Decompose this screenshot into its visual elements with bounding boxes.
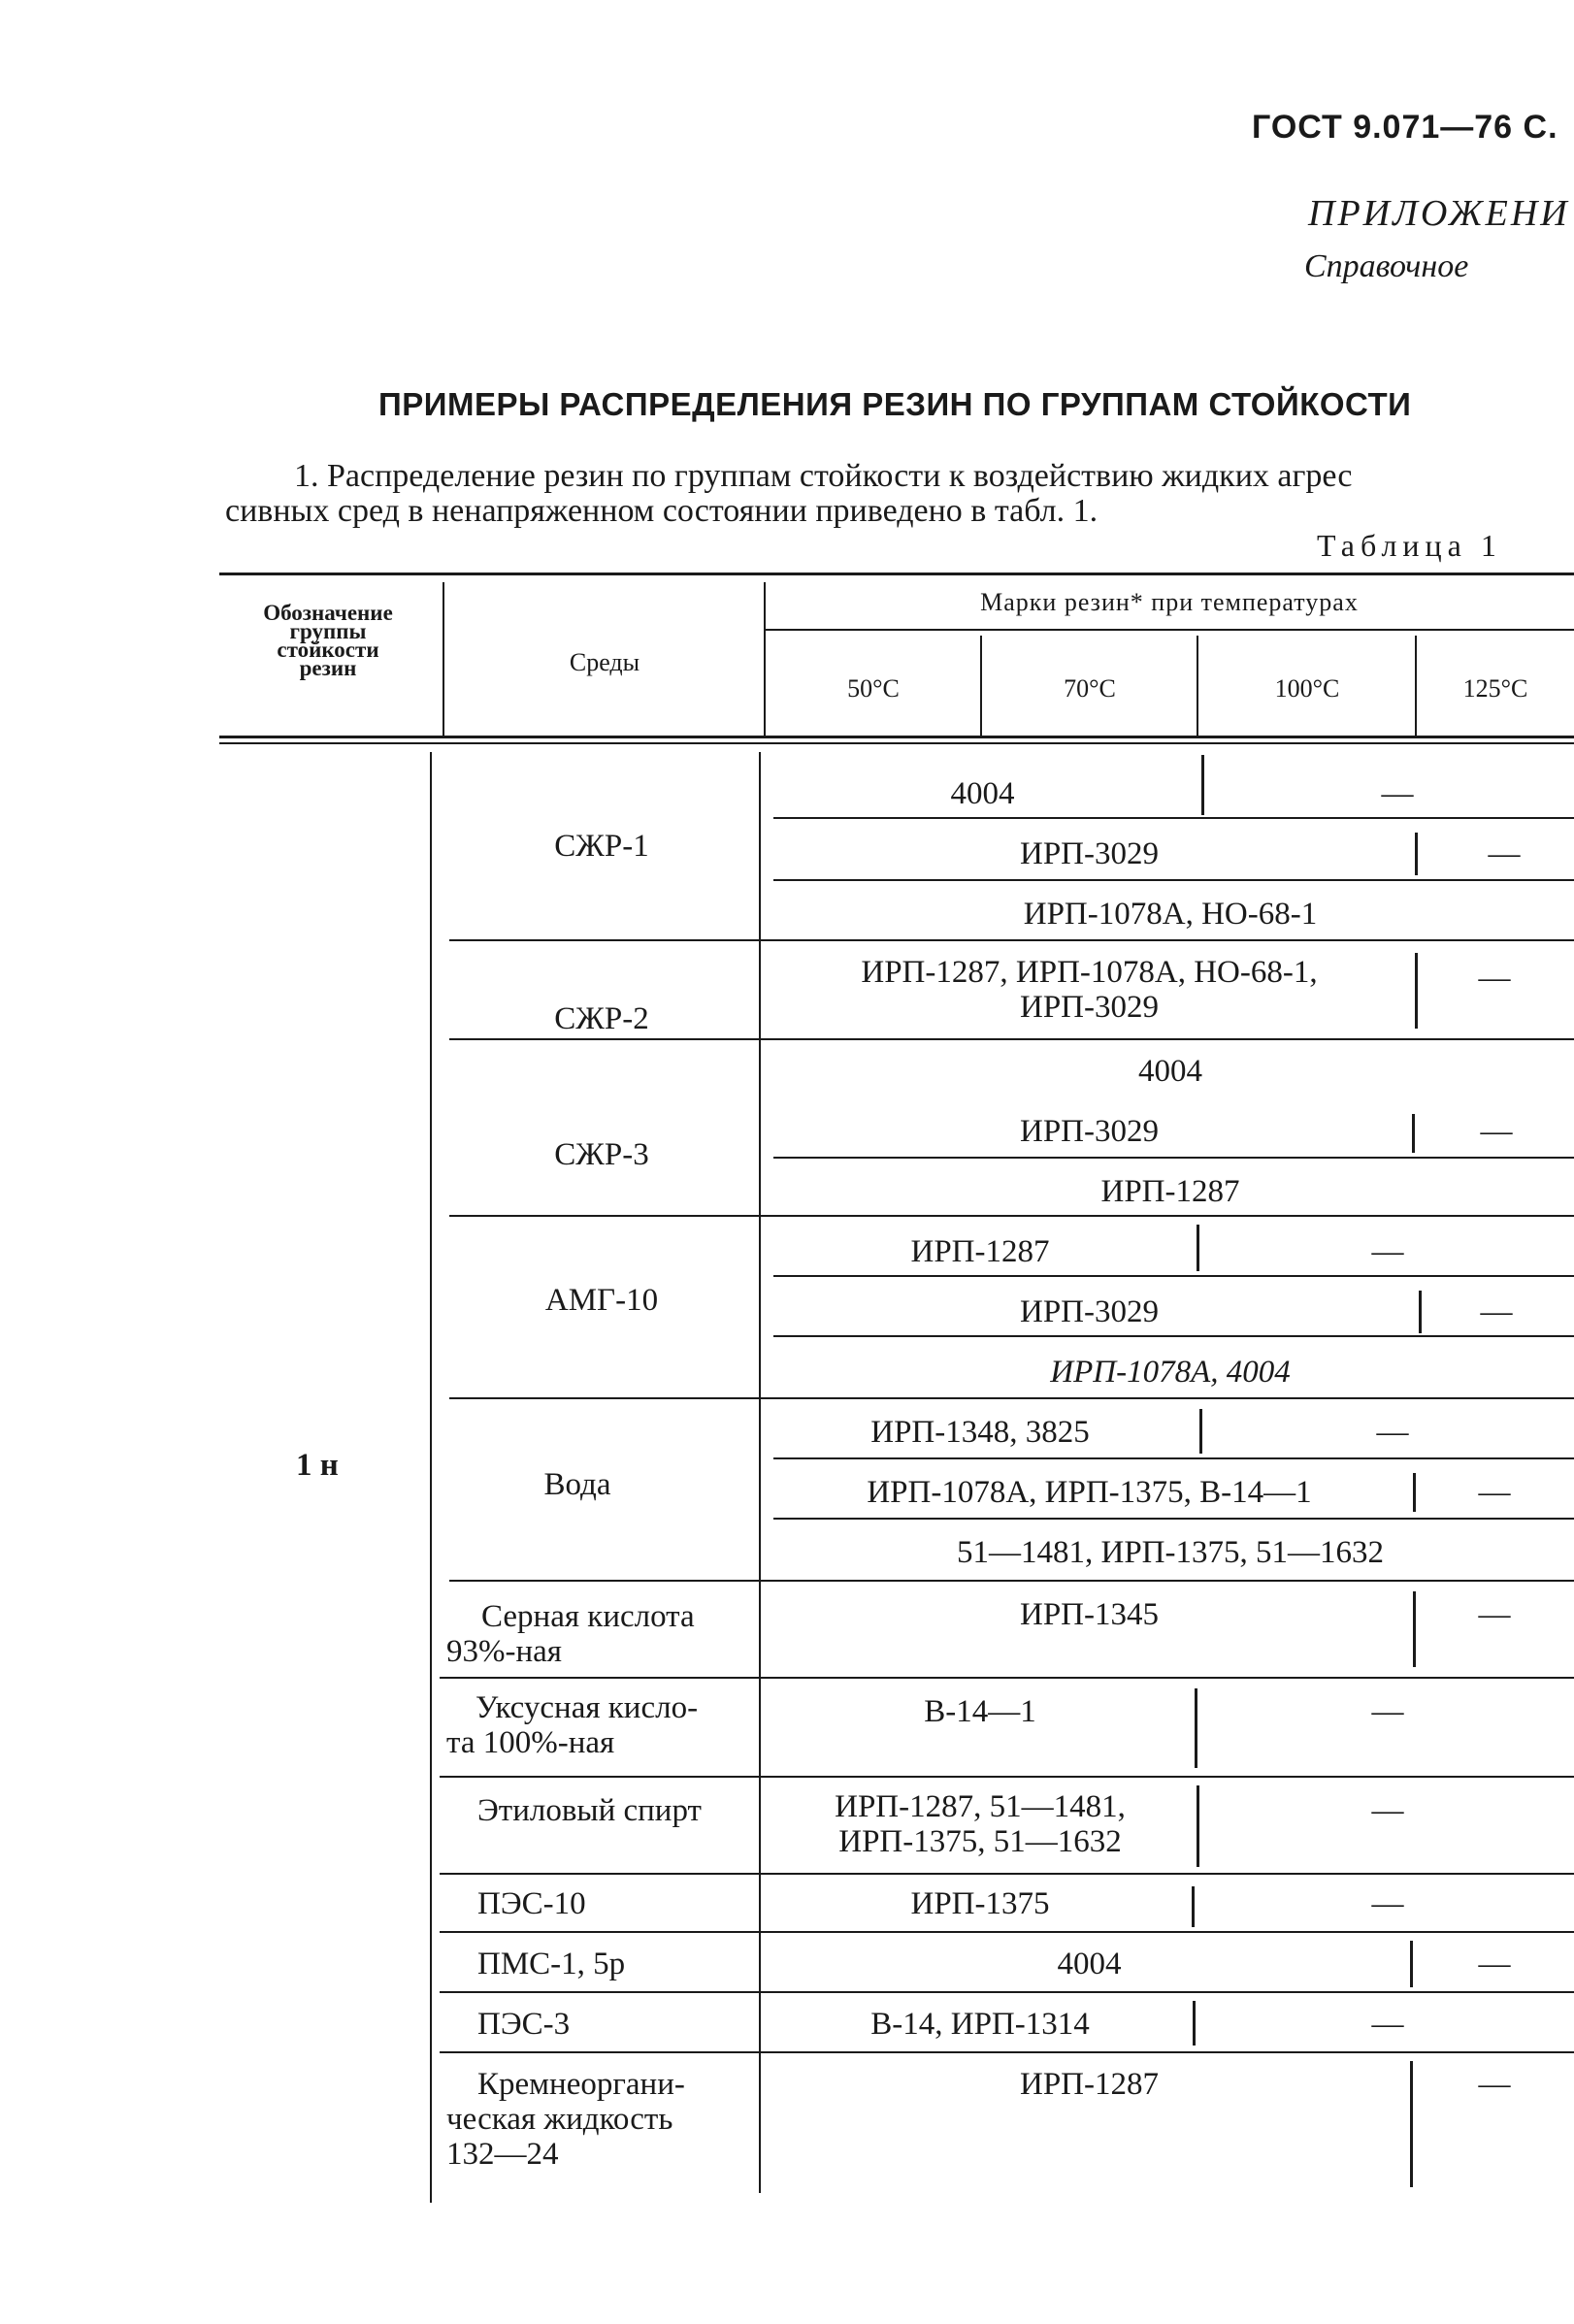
sep-acetic xyxy=(440,1776,1574,1778)
dash: — xyxy=(1478,1947,1511,1981)
value-row: 4004 xyxy=(950,776,1015,811)
value-divider xyxy=(1415,833,1418,875)
header-rule-1 xyxy=(219,736,1574,738)
dash: — xyxy=(1480,1294,1513,1329)
temp-125: 125°C xyxy=(1462,674,1528,703)
dash: — xyxy=(1480,1114,1513,1149)
dash: — xyxy=(1488,836,1521,871)
value-row: ИРП-3029 xyxy=(1019,1294,1159,1329)
value-row: ИРП-1287, 51—1481, ИРП-1375, 51—1632 xyxy=(835,1789,1126,1859)
sub-sep xyxy=(773,817,1574,819)
sub-sep xyxy=(773,1518,1574,1520)
sep-voda xyxy=(449,1580,1574,1582)
value-row: ИРП-1287, ИРП-1078А, НО-68-1, ИРП-3029 xyxy=(861,955,1318,1025)
media-voda: Вода xyxy=(543,1467,611,1502)
value-row: 4004 xyxy=(1138,1054,1202,1089)
body-vline-media xyxy=(759,752,761,2193)
sub-sep xyxy=(773,1335,1574,1337)
reference-label: Справочное xyxy=(1304,248,1469,284)
temp-70: 70°C xyxy=(1064,674,1116,703)
value-row: ИРП-1345 xyxy=(1019,1597,1159,1632)
value-divider xyxy=(1199,1409,1202,1454)
value-row: ИРП-1078А, ИРП-1375, В-14—1 xyxy=(867,1475,1312,1510)
header-rule-2 xyxy=(219,742,1574,744)
temp-100: 100°C xyxy=(1274,674,1340,703)
sub-sep xyxy=(773,1157,1574,1159)
sep-pes3 xyxy=(440,2051,1574,2053)
dash: — xyxy=(1478,1475,1511,1510)
dash: — xyxy=(1371,1694,1404,1729)
marks-subheader-rule xyxy=(764,629,1574,631)
dash: — xyxy=(1376,1415,1409,1450)
dash: — xyxy=(1478,961,1511,996)
value-row: ИРП-1348, 3825 xyxy=(870,1415,1090,1450)
group-value: 1 н xyxy=(296,1448,339,1483)
value-divider xyxy=(1413,1591,1416,1667)
value-divider xyxy=(1413,1473,1416,1512)
sep-pms xyxy=(440,1991,1574,1993)
value-divider xyxy=(1415,953,1418,1029)
dash: — xyxy=(1381,776,1414,811)
media-ethanol: Этиловый спирт xyxy=(477,1793,702,1828)
sep-szhr1 xyxy=(449,939,1574,941)
sep-sulfuric xyxy=(440,1677,1574,1679)
value-row: В-14, ИРП-1314 xyxy=(870,2007,1090,2042)
media-szhr1: СЖР-1 xyxy=(554,829,649,864)
value-divider xyxy=(1419,1291,1422,1333)
value-row: ИРП-1287 xyxy=(1100,1174,1240,1209)
dash: — xyxy=(1371,1234,1404,1269)
value-divider xyxy=(1412,1114,1415,1153)
temp-50: 50°C xyxy=(847,674,900,703)
sep-amg10 xyxy=(449,1397,1574,1399)
value-row: ИРП-1375 xyxy=(910,1886,1050,1921)
value-divider xyxy=(1195,1688,1197,1768)
media-column-header: Среды xyxy=(569,648,640,676)
dash: — xyxy=(1371,2007,1404,2042)
media-pes3: ПЭС-3 xyxy=(477,2007,571,2042)
dash: — xyxy=(1478,1597,1511,1632)
media-szhr3: СЖР-3 xyxy=(554,1137,649,1172)
table-caption: Таблица 1 xyxy=(1317,528,1502,563)
document-title: ПРИМЕРЫ РАСПРЕДЕЛЕНИЯ РЕЗИН ПО ГРУППАМ СТОЙКОСТИ xyxy=(378,386,1412,422)
marks-column-header: Марки резин* при температурах xyxy=(980,588,1359,616)
value-row: 4004 xyxy=(1057,1947,1122,1981)
sub-sep xyxy=(773,879,1574,881)
media-pes10: ПЭС-10 xyxy=(477,1886,586,1921)
dash: — xyxy=(1371,1793,1404,1828)
table-top-rule xyxy=(219,573,1574,575)
value-row: ИРП-3029 xyxy=(1019,836,1159,871)
standard-number: ГОСТ 9.071—76 С. xyxy=(1252,109,1558,146)
value-row: ИРП-1078А, 4004 xyxy=(1050,1355,1291,1390)
sub-sep xyxy=(773,1457,1574,1459)
paragraph-line-2: сивных сред в ненапряженном состоянии приведено в табл. 1. xyxy=(225,493,1099,529)
value-divider xyxy=(1197,1225,1199,1271)
media-amg10: АМГ-10 xyxy=(544,1283,659,1318)
value-row: 51—1481, ИРП-1375, 51—1632 xyxy=(956,1535,1384,1570)
media-szhr2: СЖР-2 xyxy=(554,1001,649,1036)
group-column-header: Обозначение группы стойкости резин xyxy=(263,601,393,680)
media-acetic: Уксусная кисло- та 100%-ная xyxy=(446,1690,699,1760)
media-sulfuric: Серная кислота 93%-ная xyxy=(446,1599,695,1669)
dash: — xyxy=(1478,2067,1511,2102)
sep-pes10 xyxy=(440,1931,1574,1933)
value-divider xyxy=(1201,755,1204,815)
value-divider xyxy=(1197,1785,1199,1867)
appendix-label: ПРИЛОЖЕНИ xyxy=(1308,193,1570,234)
sep-ethanol xyxy=(440,1873,1574,1875)
value-row: ИРП-1287 xyxy=(1019,2067,1159,2102)
media-silicone: Кремнеоргани- ческая жидкость 132—24 xyxy=(446,2067,685,2172)
paragraph-line-1: 1. Распределение резин по группам стойкости к воздействию жидких агрес xyxy=(294,458,1353,494)
sub-sep xyxy=(773,1038,1574,1040)
value-row: В-14—1 xyxy=(924,1694,1036,1729)
sub-sep xyxy=(773,1275,1574,1277)
value-row: ИРП-1287 xyxy=(910,1234,1050,1269)
value-row: ИРП-1078А, НО-68-1 xyxy=(1023,897,1318,932)
media-pms: ПМС-1, 5р xyxy=(477,1947,626,1981)
value-row: ИРП-3029 xyxy=(1019,1114,1159,1149)
dash: — xyxy=(1371,1886,1404,1921)
sep-szhr3 xyxy=(449,1215,1574,1217)
